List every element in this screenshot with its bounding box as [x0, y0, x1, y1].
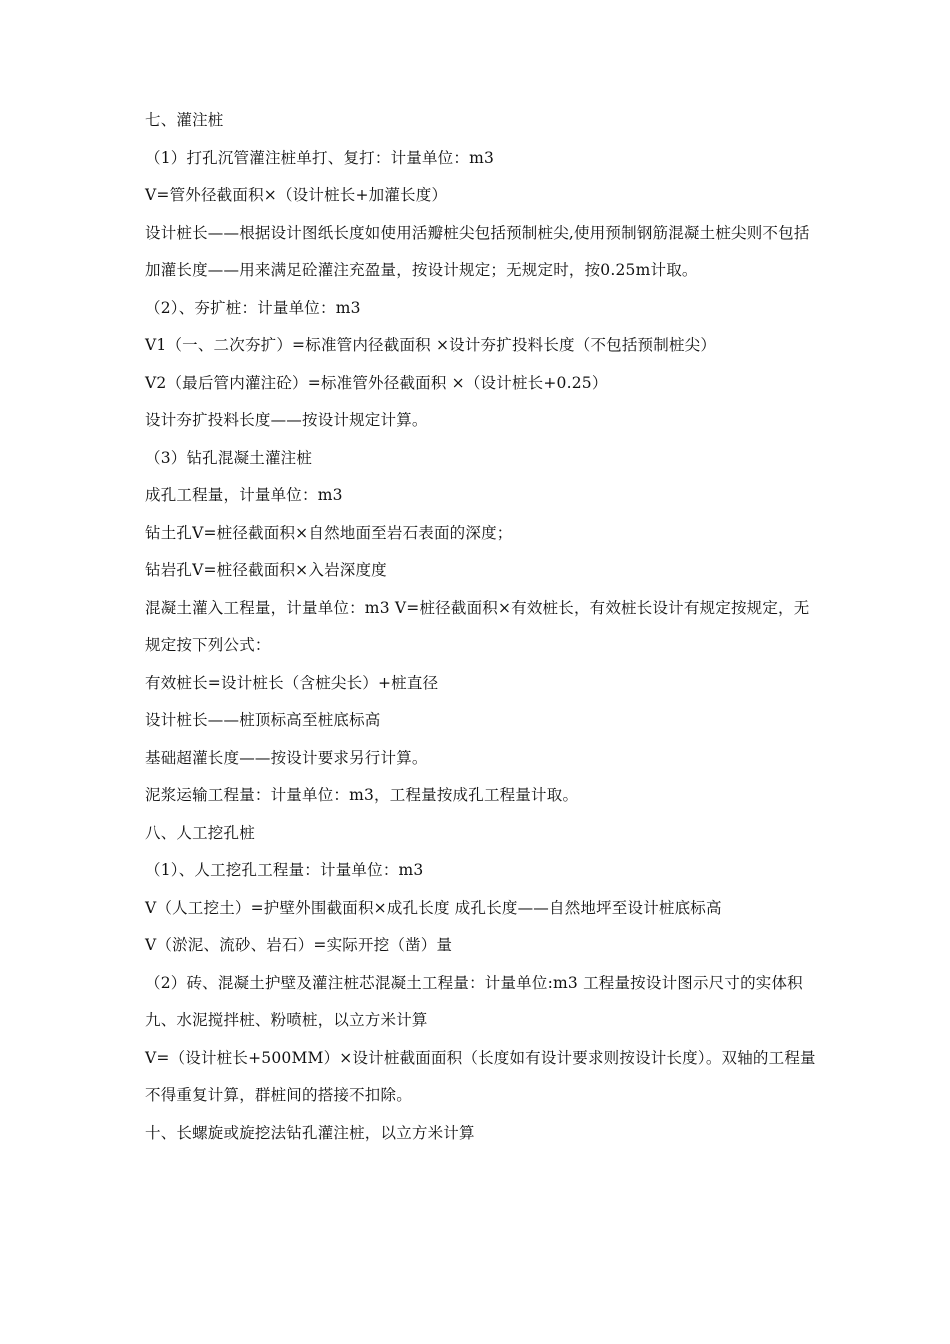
formula-line: V1（一、二次夯扩）=标准管内径截面积 ×设计夯扩投料长度（不包括预制桩尖） [145, 336, 717, 354]
paragraph: 混凝土灌入工程量，计量单位：m3 V=桩径截面积×有效桩长，有效桩长设计有规定按规定，无规定按下列公式： [145, 598, 810, 654]
formula-line: V2（最后管内灌注砼）=标准管外径截面积 ×（设计桩长+0.25） [145, 373, 608, 392]
paragraph: （1）打孔沉管灌注桩单打、复打：计量单位：m3 [145, 148, 495, 167]
paragraph: （2）砖、混凝土护壁及灌注桩芯混凝土工程量：计量单位:m3 工程量按设计图示尺寸的实体积 [145, 973, 803, 992]
formula-line: V（淤泥、流砂、岩石）=实际开挖（凿）量 [145, 936, 453, 954]
paragraph: （1）、人工挖孔工程量：计量单位：m3 [145, 861, 424, 879]
paragraph: 设计桩长——根据设计图纸长度如使用活瓣桩尖包括预制桩尖,使用预制钢筋混凝土桩尖则不包括 [145, 223, 810, 242]
paragraph: 泥浆运输工程量：计量单位：m3，工程量按成孔工程量计取。 [145, 786, 579, 804]
paragraph: （2）、夯扩桩：计量单位：m3 [145, 298, 361, 317]
formula-line: 钻岩孔V=桩径截面积×入岩深度度 [145, 561, 387, 579]
paragraph: 基础超灌长度——按设计要求另行计算。 [145, 748, 428, 767]
formula-line: 有效桩长=设计桩长（含桩尖长）+桩直径 [145, 673, 439, 692]
paragraph: 设计桩长——桩顶标高至桩底标高 [145, 711, 381, 729]
formula-line: V（人工挖土）=护壁外围截面积×成孔长度 成孔长度——自然地坪至设计桩底标高 [145, 898, 722, 917]
paragraph: 成孔工程量，计量单位：m3 [145, 486, 343, 504]
section-heading-10: 十、长螺旋或旋挖法钻孔灌注桩，以立方米计算 [145, 1123, 475, 1142]
paragraph: 设计夯扩投料长度——按设计规定计算。 [145, 411, 428, 429]
paragraph: 加灌长度——用来满足砼灌注充盈量，按设计规定；无规定时，按0.25m计取。 [145, 261, 698, 279]
formula-line: 钻土孔V=桩径截面积×自然地面至岩石表面的深度； [145, 523, 513, 542]
section-heading-8: 八、人工挖孔桩 [145, 823, 255, 842]
formula-line: V=（设计桩长+500MM）×设计桩截面面积（长度如有设计要求则按设计长度）。双轴的工程量不得重复计算，群桩间的搭接不扣除。 [145, 1048, 816, 1104]
section-heading-9: 九、水泥搅拌桩、粉喷桩，以立方米计算 [145, 1011, 428, 1029]
section-heading-7: 七、灌注桩 [145, 111, 224, 129]
document-body [145, 102, 825, 1152]
formula-line: V=管外径截面积×（设计桩长+加灌长度） [145, 186, 448, 204]
paragraph: （3）钻孔混凝土灌注桩 [145, 448, 313, 467]
